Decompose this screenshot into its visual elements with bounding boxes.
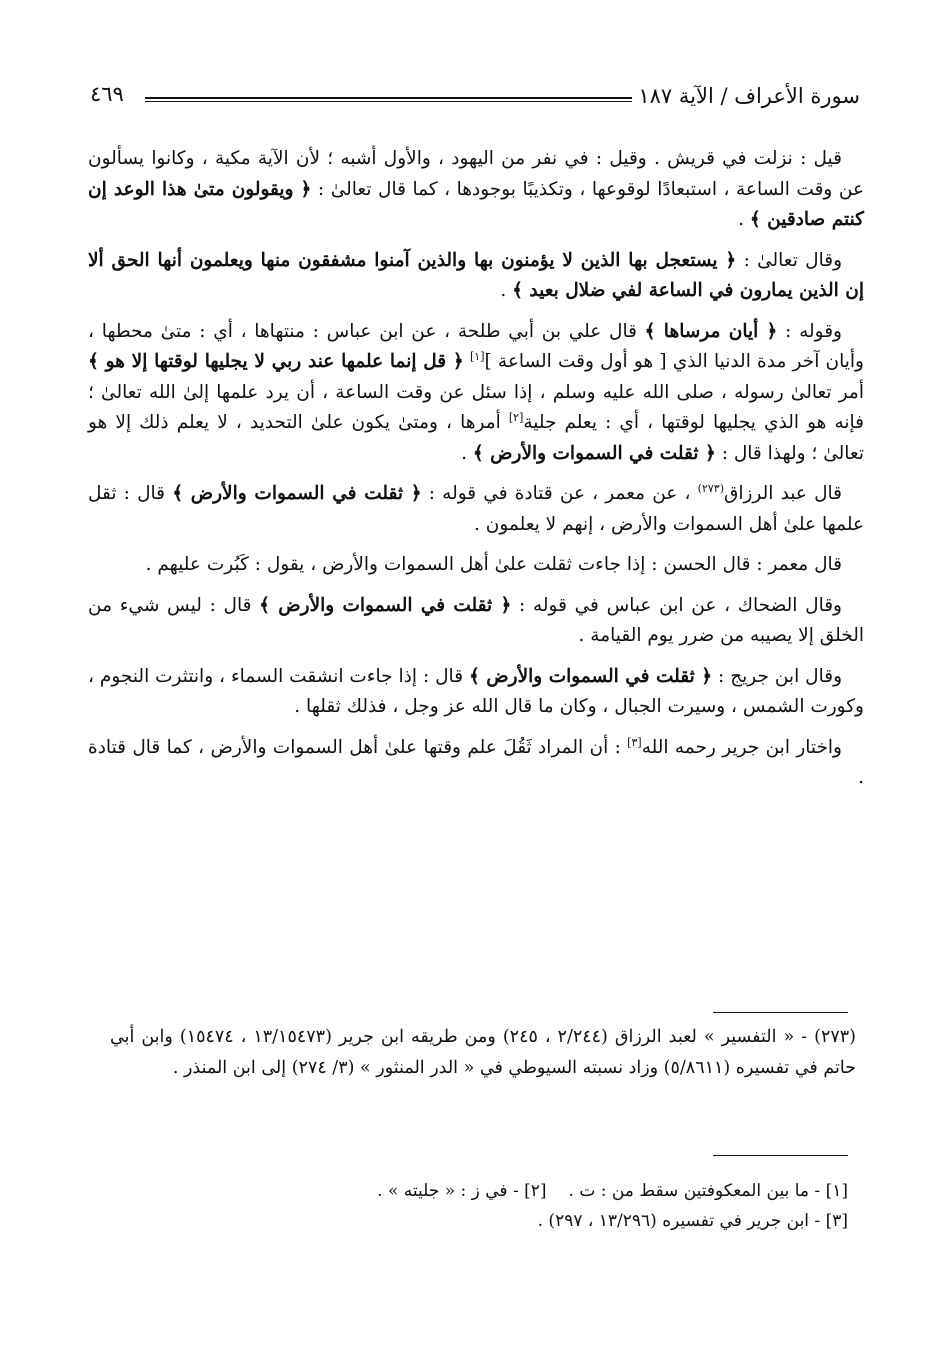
text-run: قال عبد الرزاق — [723, 483, 842, 504]
quran-quote: ﴿ ويقولون متىٰ هذا الوعد إن كنتم صادقين ﴾ — [88, 178, 864, 230]
text-run: أمر تعالىٰ رسوله ، صلى الله عليه وسلم ، إذا سئل عن وقت الساعة ، أن يرد علمها إلىٰ الله تعالىٰ ؛ فإنه هو الذي يجليها لوقتها ، أي : يعلم جلية — [88, 381, 865, 433]
text-run: قال : إذا جاءت انشقت السماء ، وانتثرت النجوم ، وكورت الشمس ، وسيرت الجبال ، وكان ما قال الله عز وجل ، فذلك ثقلها . — [88, 665, 864, 717]
paragraph — [88, 144, 864, 236]
edit-note-3: [٣] - ابن جرير في تفسيره (١٣/٢٩٦ ، ٢٩٧) . — [537, 1211, 848, 1231]
edit-note-1: [١] - ما بين المعكوفتين سقط من : ت . — [568, 1181, 848, 1201]
text-run: وقال الضحاك ، عن ابن عباس في قوله : — [511, 594, 842, 616]
paragraph — [88, 591, 864, 652]
paragraph — [88, 479, 864, 540]
quran-quote: ﴿ قل إنما علمها عند ربي لا يجليها لوقتها إلا هو ﴾ — [88, 351, 464, 372]
edit-notes-line-1 — [200, 1176, 848, 1206]
text-run: . — [738, 209, 750, 230]
text-run: قال : ثقل علمها علىٰ أهل السموات والأرض ، إنهم لا يعلمون . — [88, 483, 864, 535]
text-run: أمرها ، ومتىٰ يكون علىٰ التحديد ، لا يعلم ذلك إلا هو تعالىٰ ؛ ولهذا قال : — [88, 412, 864, 464]
paragraph — [88, 246, 864, 307]
page-number: ٤٦٩ — [90, 82, 124, 106]
paragraph — [88, 550, 864, 581]
note-marker: (٢٧٣) — [697, 481, 724, 495]
paragraph — [88, 733, 864, 794]
text-run: قال معمر : قال الحسن : إذا جاءت ثقلت علىٰ أهل السموات والأرض ، يقول : كَبُرت عليهم . — [145, 554, 842, 575]
quran-quote: ﴿ ثقلت في السموات والأرض ﴾ — [468, 665, 713, 687]
edit-notes-line-2 — [200, 1206, 848, 1236]
quran-quote: ﴿ ثقلت في السموات والأرض ﴾ — [472, 442, 716, 464]
text-run: وقوله : — [777, 320, 842, 342]
quran-quote: ﴿ أيان مرساها ﴾ — [644, 320, 778, 342]
text-run: قال علي بن أبي طلحة ، عن ابن عباس : منتهاها ، أي : متىٰ محطها ، وأيان آخر مدة الدنيا الذي [ هو أول وقت الساعة ] — [88, 320, 864, 372]
text-run: واختار ابن جرير رحمه الله — [641, 736, 842, 758]
text-run: وقال ابن جريج : — [712, 665, 842, 687]
note-marker: [٢] — [508, 410, 524, 424]
quran-quote: ﴿ ثقلت في السموات والأرض ﴾ — [172, 483, 422, 504]
quran-quote: ﴿ ثقلت في السموات والأرض ﴾ — [259, 594, 512, 616]
header-rule — [145, 97, 632, 102]
footnote-273: (٢٧٣) - « التفسير » لعبد الرزاق (٢/٢٤٤ ، ٢٤٥) ومن طريقه ابن جرير (١٣/١٥٤٧٣ ، ١٥٤٧٤) وابن أبي حاتم في تفسيره (٥/٨٦١١) وزاد نسبته السيوطي في « الدر المنثور » (٣/ ٢٧٤) إلى ابن المنذر . — [110, 1027, 856, 1078]
text-run: . — [461, 442, 473, 464]
page-title: سورة الأعراف / الآية ١٨٧ — [638, 84, 860, 108]
text-run: قال : ليس شيء من الخلق إلا يصيبه من ضرر يوم القيامة . — [88, 594, 864, 646]
text-run: ، عن معمر ، عن قتادة في قوله : — [421, 483, 698, 504]
edit-note-2: [٢] - في ز : « جليته » . — [377, 1181, 547, 1201]
quran-quote: ﴿ يستعجل بها الذين لا يؤمنون بها والذين آمنوا مشفقون منها ويعلمون أنها الحق ألا إن الذين يمارون في الساعة لفي ضلال بعيد ﴾ — [88, 249, 864, 301]
paragraph — [88, 317, 864, 470]
running-header — [90, 84, 860, 118]
text-run: وقال تعالىٰ : — [736, 249, 843, 271]
text-run: قيل : نزلت في قريش . وقيل : في نفر من اليهود ، والأول أشبه ؛ لأن الآية مكية ، وكانوا يسألون عن وقت الساعة ، استبعادًا لوقوعها ، وتكذيبًا بوجودها ، كما قال تعالىٰ : — [88, 148, 864, 200]
text-run: : أن المراد ثَقُلَ علم وقتها علىٰ أهل السموات والأرض ، كما قال قتادة . — [88, 736, 864, 788]
edit-notes-separator — [713, 1155, 848, 1156]
footnote-separator — [713, 1012, 848, 1013]
paragraph — [88, 662, 864, 723]
note-marker: [٣] — [627, 735, 642, 749]
edit-notes — [200, 1176, 848, 1236]
text-run: . — [500, 280, 513, 301]
body-text — [88, 144, 864, 804]
note-marker: [١] — [469, 349, 485, 363]
